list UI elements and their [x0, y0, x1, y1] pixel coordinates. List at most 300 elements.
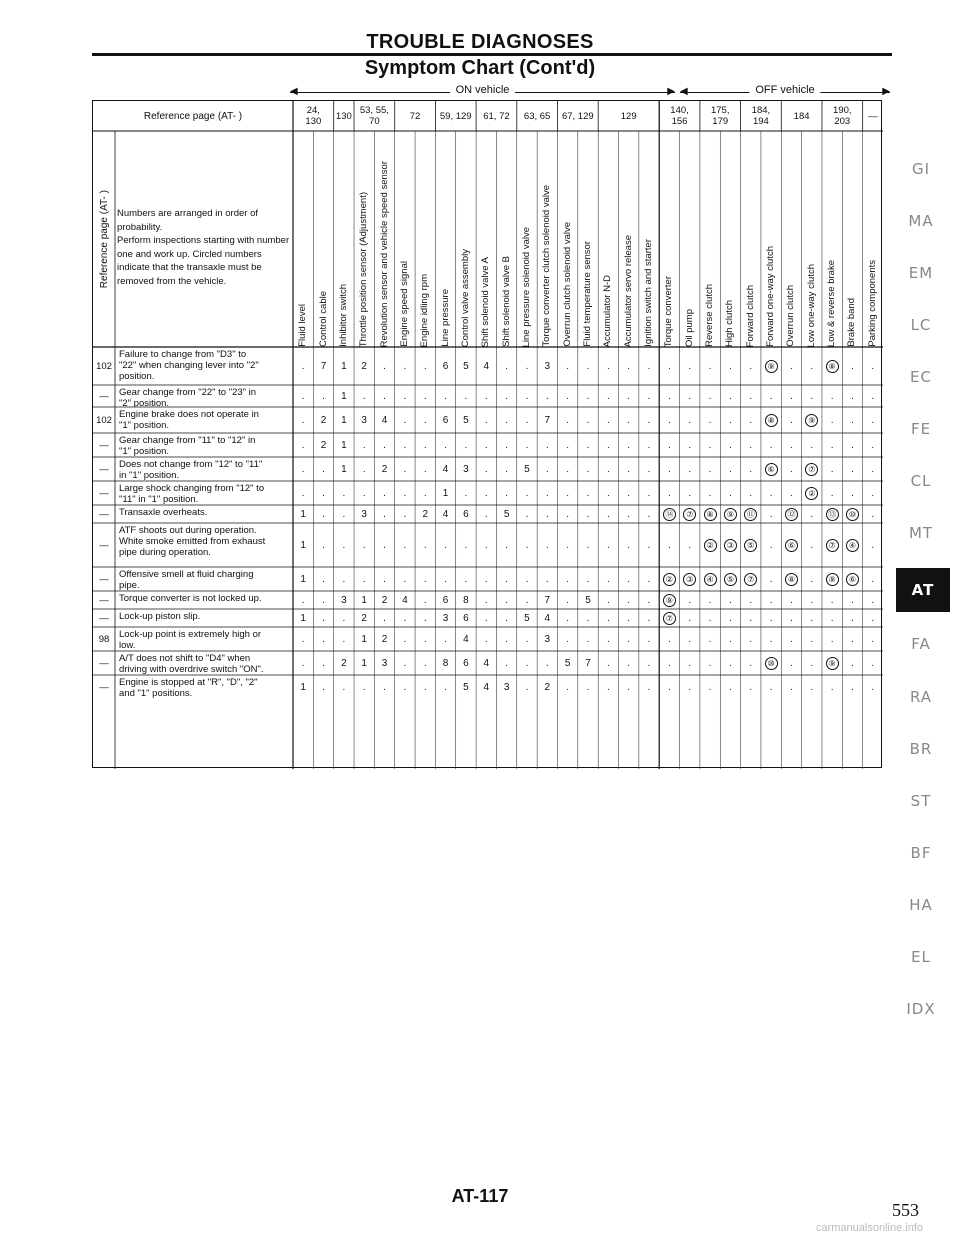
chart-value-text: .: [871, 463, 875, 475]
chart-value-text: 7: [544, 414, 551, 426]
chart-value-text: 3: [381, 657, 388, 669]
chart-value: [334, 505, 354, 523]
chart-value-text: .: [342, 487, 346, 499]
section-tab[interactable]: MT: [908, 524, 934, 542]
column-header: [659, 131, 679, 347]
section-tab[interactable]: CL: [910, 472, 932, 490]
chart-value-text: .: [606, 539, 610, 551]
chart-value: [517, 627, 537, 651]
chart-value-text: .: [810, 573, 814, 585]
chart-value: [313, 457, 333, 481]
chart-value-text: ⑤: [744, 539, 757, 552]
symptom-label: Large shock changing from "12" to "11" in "1" position.: [119, 483, 265, 505]
chart-value: [313, 481, 333, 505]
chart-value: [435, 347, 455, 385]
chart-value: [720, 347, 740, 385]
chart-value-text: .: [525, 508, 529, 520]
chart-value-text: .: [505, 414, 508, 426]
chart-value-text: .: [606, 414, 610, 426]
chart-value: [700, 407, 720, 433]
chart-value-text: .: [525, 360, 529, 372]
column-header: [639, 131, 659, 347]
section-tab[interactable]: EM: [908, 264, 934, 282]
chart-value-text: 1: [361, 633, 367, 645]
chart-value: [761, 675, 781, 699]
chart-value-text: .: [871, 414, 875, 426]
chart-value-text: .: [362, 539, 366, 551]
chart-value-text: .: [484, 508, 488, 520]
chart-value: [435, 609, 455, 627]
chart-value: [619, 627, 639, 651]
chart-value-text: .: [586, 463, 590, 475]
chart-value-text: .: [403, 573, 407, 585]
chart-value: [720, 567, 740, 591]
chart-value-text: .: [647, 681, 651, 693]
chart-value: [456, 457, 476, 481]
chart-value: [578, 609, 598, 627]
chart-value-text: ⑪: [744, 508, 757, 521]
chart-value: [435, 505, 455, 523]
chart-value-text: .: [667, 414, 671, 426]
chart-value: [619, 591, 639, 609]
chart-value-text: 3: [361, 508, 367, 520]
column-header: [517, 131, 537, 347]
chart-value-text: .: [444, 390, 447, 402]
chart-value: [496, 651, 516, 675]
chart-value-text: .: [606, 573, 610, 585]
chart-value-text: .: [627, 573, 631, 585]
chart-value-text: .: [403, 439, 407, 451]
chart-value-text: .: [423, 612, 427, 624]
column-header: [313, 131, 333, 347]
chart-value-text: ⑨: [805, 414, 818, 427]
on-vehicle-arrow: ◀ ▶ ON vehicle: [290, 84, 675, 97]
chart-value-text: .: [729, 360, 732, 372]
chart-value-text: .: [484, 487, 488, 499]
column-header: [761, 131, 781, 347]
chart-value-text: .: [871, 657, 875, 669]
chart-value-text: .: [871, 633, 875, 645]
chart-value: [822, 651, 842, 675]
chart-value: [761, 591, 781, 609]
section-tab[interactable]: IDX: [906, 1000, 936, 1018]
chart-value: [456, 385, 476, 407]
chart-value: [476, 385, 496, 407]
chart-value-text: .: [647, 633, 651, 645]
chart-value: [374, 651, 394, 675]
chart-value: [680, 523, 700, 567]
chart-value-text: .: [790, 487, 793, 499]
chart-value-text: .: [484, 414, 488, 426]
chart-value: [557, 457, 577, 481]
chart-value-text: .: [484, 439, 488, 451]
column-header-label: Ignition switch and starter: [643, 239, 655, 347]
chart-value-text: .: [484, 390, 488, 402]
chart-value-text: .: [566, 539, 570, 551]
chart-value-text: .: [871, 612, 875, 624]
column-header-label: Parking components: [866, 260, 878, 347]
row-reference: —: [99, 573, 109, 585]
chart-value: [395, 457, 415, 481]
chart-value-text: .: [769, 487, 773, 499]
chart-value: [415, 567, 435, 591]
chart-value: [354, 675, 374, 699]
column-header: [700, 131, 720, 347]
chart-value-text: 6: [442, 360, 449, 372]
chart-value-text: .: [708, 439, 712, 451]
column-header-label: Revolution sensor and vehicle speed sensor: [378, 160, 390, 347]
chart-value: [639, 591, 659, 609]
chart-value-text: .: [505, 360, 508, 372]
column-reference: 129: [620, 110, 637, 122]
chart-value-text: .: [444, 573, 447, 585]
chart-value-text: 1: [361, 657, 367, 669]
chart-value: [476, 591, 496, 609]
section-tab[interactable]: HA: [909, 896, 933, 914]
chart-value: [781, 385, 801, 407]
chart-value: [761, 627, 781, 651]
chart-value-text: ⑧: [785, 573, 798, 586]
chart-value-text: .: [301, 439, 305, 451]
chart-value: [659, 347, 679, 385]
chart-value-text: .: [851, 681, 854, 693]
chart-value-text: ②: [663, 573, 676, 586]
column-header: [557, 131, 577, 347]
chart-value-text: .: [749, 681, 753, 693]
chart-value-text: .: [606, 508, 610, 520]
chart-value-text: 2: [320, 439, 327, 451]
chart-value-text: 1: [341, 390, 347, 402]
section-tab[interactable]: GI: [911, 160, 931, 178]
chart-value: [578, 627, 598, 651]
chart-value-text: .: [667, 463, 671, 475]
chart-value-text: .: [464, 573, 468, 585]
chart-value-text: .: [423, 439, 427, 451]
chart-value-text: 3: [361, 414, 367, 426]
chart-value-text: .: [830, 594, 834, 606]
chart-value-text: .: [322, 573, 325, 585]
chart-value: [415, 609, 435, 627]
chart-value: [761, 347, 781, 385]
chart-value: [741, 651, 761, 675]
chart-value: [842, 627, 862, 651]
chart-value: [395, 651, 415, 675]
chart-value-text: .: [810, 508, 814, 520]
chart-value: [578, 481, 598, 505]
chart-value-text: ②: [805, 487, 818, 500]
chart-value-text: .: [749, 360, 753, 372]
chart-value: [537, 609, 557, 627]
chart-value: [537, 505, 557, 523]
column-header: [822, 131, 842, 347]
chart-value: [741, 609, 761, 627]
section-tab[interactable]: AT: [896, 568, 950, 612]
column-header-label: Accumulator N-D: [602, 274, 614, 347]
section-tab[interactable]: MA: [908, 212, 934, 230]
chart-value-text: .: [688, 487, 692, 499]
chart-value: [334, 567, 354, 591]
chart-value: [456, 407, 476, 433]
chart-value-text: .: [749, 414, 753, 426]
section-tab[interactable]: EC: [910, 368, 932, 386]
chart-value: [557, 591, 577, 609]
chart-value-text: .: [851, 612, 854, 624]
chart-value-text: .: [688, 612, 692, 624]
chart-value: [863, 651, 883, 675]
section-tab[interactable]: BR: [909, 740, 933, 758]
chart-value: [781, 433, 801, 457]
chart-value-text: .: [383, 573, 386, 585]
chart-value: [557, 505, 577, 523]
chart-value-text: .: [403, 612, 407, 624]
column-header: [619, 131, 639, 347]
chart-value-text: .: [769, 390, 773, 402]
chart-value: [781, 523, 801, 567]
chart-value: [293, 651, 313, 675]
chart-value: [374, 481, 394, 505]
chart-value-text: .: [606, 463, 610, 475]
chart-value-text: .: [566, 390, 570, 402]
column-header-label: Line pressure: [439, 289, 451, 347]
chart-value: [354, 505, 374, 523]
chart-value-text: ⑦: [826, 539, 839, 552]
chart-value: [557, 347, 577, 385]
instruction-note: Numbers are arranged in order of probability. Perform inspections starting with number one and work up. Circled numbers indicate that the transaxle must be removed from the vehicle.: [117, 208, 290, 287]
chart-value: [354, 433, 374, 457]
chart-value: [435, 481, 455, 505]
chart-value-text: .: [851, 360, 854, 372]
column-reference: 61, 72: [483, 110, 510, 122]
chart-value: [639, 675, 659, 699]
column-header: [395, 131, 415, 347]
chart-value-text: .: [342, 539, 346, 551]
chart-value: [639, 523, 659, 567]
chart-value-text: 1: [300, 612, 306, 624]
chart-value: [863, 457, 883, 481]
chart-value-text: .: [627, 487, 631, 499]
chart-value: [578, 385, 598, 407]
chart-value-text: .: [667, 360, 671, 372]
chart-value: [802, 567, 822, 591]
chart-value: [557, 481, 577, 505]
chart-value-text: .: [851, 487, 854, 499]
chart-value: [741, 407, 761, 433]
chart-value-text: .: [545, 508, 549, 520]
section-tab[interactable]: FA: [911, 635, 931, 653]
reference-page-label: Reference page (AT- ): [143, 110, 243, 122]
chart-value: [374, 627, 394, 651]
chart-value: [476, 675, 496, 699]
chart-value: [374, 407, 394, 433]
chart-value: [619, 433, 639, 457]
chart-value-text: .: [362, 390, 366, 402]
chart-value: [578, 523, 598, 567]
chart-value: [354, 457, 374, 481]
chart-value: [496, 591, 516, 609]
chart-value-text: 3: [544, 360, 551, 372]
chart-value-text: .: [688, 539, 692, 551]
chart-value: [334, 627, 354, 651]
column-header-label: Engine idling rpm: [419, 273, 431, 347]
chart-value: [598, 481, 618, 505]
chart-value-text: .: [403, 414, 407, 426]
chart-value-text: .: [484, 463, 488, 475]
chart-value: [293, 567, 313, 591]
chart-value: [659, 591, 679, 609]
chart-value: [476, 407, 496, 433]
chart-value-text: .: [322, 594, 325, 606]
chart-value-text: 2: [422, 508, 429, 520]
chart-value-text: .: [708, 612, 712, 624]
column-header-label: Control cable: [317, 291, 329, 347]
chart-value-text: .: [708, 657, 712, 669]
chart-value-text: .: [749, 390, 753, 402]
chart-value-text: 2: [341, 657, 347, 669]
chart-value-text: 7: [544, 594, 551, 606]
chart-value: [456, 591, 476, 609]
chart-value: [598, 609, 618, 627]
chart-value-text: 5: [463, 360, 469, 372]
chart-value-text: .: [871, 539, 875, 551]
chart-value-text: 4: [381, 414, 388, 426]
chart-value-text: .: [830, 439, 834, 451]
chart-value: [578, 407, 598, 433]
chart-value: [456, 675, 476, 699]
column-reference: 63, 65: [523, 110, 551, 122]
chart-value: [598, 567, 618, 591]
chart-value: [537, 433, 557, 457]
chart-value: [415, 523, 435, 567]
chart-value: [741, 523, 761, 567]
chart-value: [842, 433, 862, 457]
chart-value: [822, 523, 842, 567]
chart-value: [415, 457, 435, 481]
chart-value-text: .: [566, 633, 570, 645]
chart-value: [293, 407, 313, 433]
row-reference: —: [99, 539, 109, 551]
section-tab[interactable]: LC: [910, 316, 932, 334]
chart-value-text: .: [749, 439, 753, 451]
row-reference: —: [99, 463, 109, 475]
chart-value: [781, 407, 801, 433]
chart-value: [761, 609, 781, 627]
chart-value-text: .: [627, 657, 631, 669]
section-tab[interactable]: FE: [910, 420, 932, 438]
chart-value: [537, 567, 557, 591]
chart-value: [313, 385, 333, 407]
chart-value-text: .: [851, 414, 854, 426]
chart-value-text: .: [545, 539, 549, 551]
chart-value: [802, 347, 822, 385]
reference-side-label: Reference page (AT- ): [98, 189, 110, 289]
section-tab[interactable]: ST: [910, 792, 932, 810]
chart-value: [863, 347, 883, 385]
chart-value-text: .: [830, 390, 834, 402]
chart-value-text: .: [322, 508, 325, 520]
column-header: [496, 131, 516, 347]
chart-value-text: .: [606, 633, 610, 645]
chart-value-text: .: [322, 463, 325, 475]
chart-value-text: .: [627, 508, 631, 520]
chart-value-text: .: [606, 487, 610, 499]
chart-value: [517, 609, 537, 627]
chart-value-text: .: [566, 439, 570, 451]
chart-value: [598, 523, 618, 567]
chart-value: [700, 385, 720, 407]
chart-value-text: .: [545, 487, 549, 499]
chart-value: [781, 609, 801, 627]
chart-value: [822, 567, 842, 591]
chart-value: [761, 407, 781, 433]
chart-value-text: .: [464, 390, 468, 402]
column-reference: 53, 55, 70: [359, 105, 389, 127]
chart-value: [293, 505, 313, 523]
chart-value-text: .: [322, 612, 325, 624]
chart-value-text: .: [566, 463, 570, 475]
chart-value-text: .: [301, 360, 305, 372]
chart-value: [741, 385, 761, 407]
chart-value-text: .: [667, 390, 671, 402]
chart-value: [700, 567, 720, 591]
chart-value: [822, 407, 842, 433]
chart-value: [741, 567, 761, 591]
chart-value-text: 4: [483, 681, 490, 693]
chart-value: [720, 627, 740, 651]
chart-value-text: .: [301, 414, 305, 426]
section-tab[interactable]: BF: [910, 844, 932, 862]
column-header-label: Torque converter clutch solenoid valve: [541, 185, 553, 347]
chart-value-text: ⑦: [663, 612, 676, 625]
chart-value-text: .: [586, 439, 590, 451]
chart-value-text: .: [627, 463, 631, 475]
chart-value: [557, 433, 577, 457]
chart-value-text: .: [871, 573, 875, 585]
column-header: [354, 131, 374, 347]
chart-value-text: 1: [341, 360, 347, 372]
chart-value-text: .: [423, 463, 427, 475]
chart-value: [395, 433, 415, 457]
chart-value-text: 5: [503, 508, 510, 520]
chart-value-text: 3: [442, 612, 449, 624]
chart-value: [293, 347, 313, 385]
chart-value: [700, 505, 720, 523]
chart-value-text: ⑫: [785, 508, 798, 521]
chart-value: [313, 505, 333, 523]
column-header: [842, 131, 862, 347]
column-header-label: Inhibitor switch: [337, 284, 349, 347]
chart-value: [822, 457, 842, 481]
chart-value-text: ⑧: [704, 508, 717, 521]
chart-value-text: .: [423, 539, 427, 551]
chart-value-text: 5: [524, 463, 530, 475]
chart-value-text: .: [769, 439, 773, 451]
column-reference: 24, 130: [305, 105, 322, 127]
chart-value: [639, 567, 659, 591]
chart-value: [761, 567, 781, 591]
section-tab[interactable]: RA: [909, 688, 933, 706]
chart-value-text: .: [342, 573, 346, 585]
chart-value-text: .: [505, 573, 508, 585]
chart-value-text: .: [586, 360, 590, 372]
chart-value-text: .: [566, 414, 570, 426]
chart-value-text: 7: [585, 657, 591, 669]
chart-value: [842, 651, 862, 675]
section-tab[interactable]: EL: [911, 948, 931, 966]
chart-value: [354, 347, 374, 385]
chart-value: [354, 591, 374, 609]
chart-value-text: .: [444, 439, 447, 451]
chart-value: [863, 385, 883, 407]
